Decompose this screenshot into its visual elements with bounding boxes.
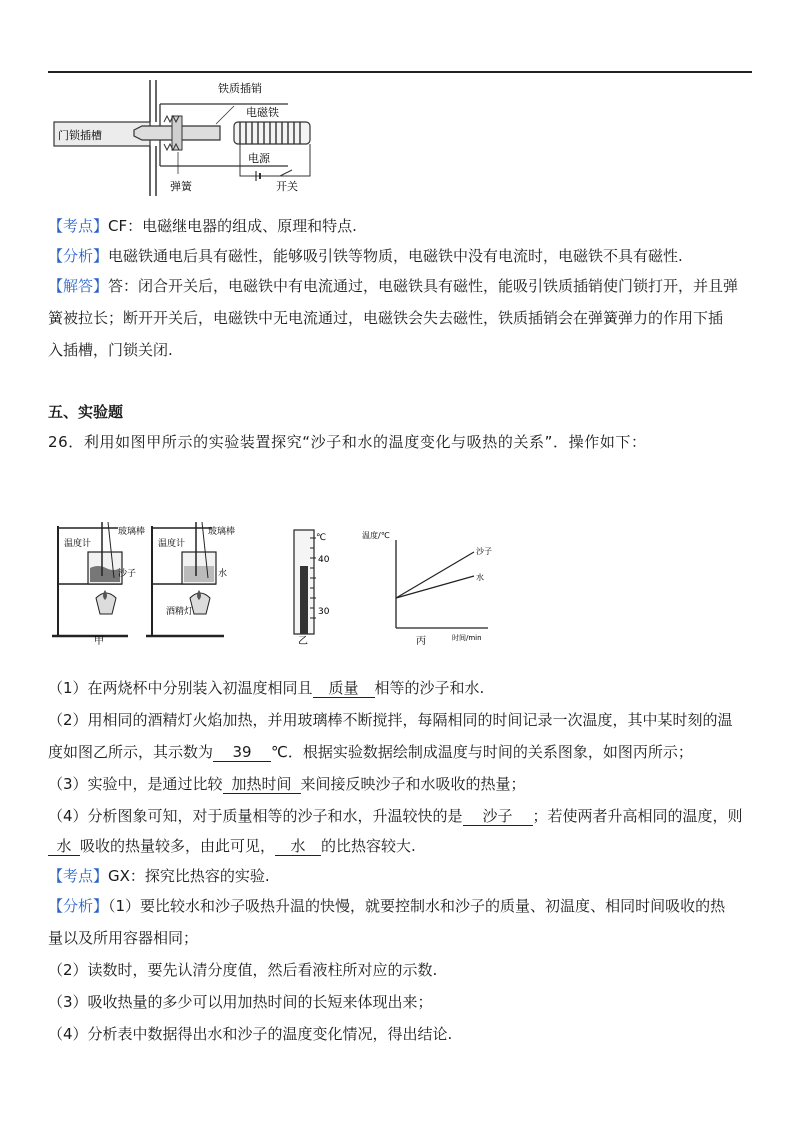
yi-tick-30: 30 xyxy=(318,607,330,617)
q26-fenxi-line-1 xyxy=(48,896,756,916)
p4-text-end: 的比热容较大. xyxy=(321,837,416,855)
jia-lamp-label: 酒精灯 xyxy=(166,607,194,617)
q26-fenxi-line-5: （4）分析表中数据得出水和沙子的温度变化情况，得出结论. xyxy=(48,1025,453,1043)
q26-fenxi-line-3: （2）读数时，要先认清分度值，然后看液柱所对应的示数. xyxy=(48,961,438,979)
pin-label: 铁质插销 xyxy=(218,82,262,95)
p3-answer: 加热时间 xyxy=(223,775,301,794)
p4-answer-2: 水 xyxy=(48,837,80,856)
kaodian-text: CF：电磁继电器的组成、原理和特点. xyxy=(108,217,357,235)
jieda-line-2: 簧被拉长；断开开关后，电磁铁中无电流通过，电磁铁会失去磁性，铁质插销会在弹簧弹力的作用下插 xyxy=(48,309,724,327)
p4-text-mid: ；若使两者升高相同的温度，则 xyxy=(532,807,743,825)
kaodian-tag: 【考点】 xyxy=(48,217,109,235)
q26-fenxi-line-4: （3）吸收热量的多少可以用加热时间的长短来体现出来； xyxy=(48,993,433,1011)
p1-text-end: 相等的沙子和水. xyxy=(374,679,485,697)
p4-text-2: 吸收的热量较多，由此可见， xyxy=(80,837,276,855)
p2-text-end: ℃．根据实验数据绘制成温度与时间的关系图象，如图丙所示； xyxy=(271,743,693,761)
electromagnet-label: 电磁铁 xyxy=(246,106,279,119)
jia-water-label: 水 xyxy=(218,569,228,579)
fenxi-tag: 【分析】 xyxy=(48,247,109,265)
fenxi-text: 电磁铁通电后具有磁性，能够吸引铁等物质，电磁铁中没有电流时，电磁铁不具有磁性. xyxy=(108,247,683,265)
fenxi-line xyxy=(48,246,756,266)
jieda-text-1: 答：闭合开关后，电磁铁中有电流通过，电磁铁具有磁性，能吸引铁质插销使门锁打开，并且弹 xyxy=(108,277,739,295)
yi-label: 乙 xyxy=(298,636,308,647)
p4-text: （4）分析图象可知，对于质量相等的沙子和水，升温较快的是 xyxy=(48,807,463,825)
jia-label: 甲 xyxy=(94,636,104,647)
q26-fenxi-tag: 【分析】 xyxy=(48,897,109,915)
experiment-figure xyxy=(48,518,492,648)
spring-label: 弹簧 xyxy=(170,180,192,193)
q26-stem: 26．利用如图甲所示的实验装置探究“沙子和水的温度变化与吸热的关系”．操作如下： xyxy=(48,433,647,451)
bing-sand-label: 沙子 xyxy=(476,547,492,556)
jia-stir-label-2: 玻璃棒 xyxy=(208,527,236,537)
q26-part4-line2 xyxy=(48,836,756,856)
q26-kaodian-text: GX：探究比热容的实验. xyxy=(108,867,270,885)
jieda-line-3: 入插槽，门锁关闭. xyxy=(48,341,173,359)
p4-answer-3: 水 xyxy=(275,837,321,856)
section-title: 五、实验题 xyxy=(48,403,124,421)
p3-text: （3）实验中，是通过比较 xyxy=(48,775,223,793)
p1-answer: 质量 xyxy=(313,679,375,698)
door-lock-diagram xyxy=(48,80,328,196)
q26-kaodian-line xyxy=(48,866,756,886)
q26-part2-line2 xyxy=(48,742,756,762)
q26-fenxi-line-2: 量以及所用容器相同； xyxy=(48,929,199,947)
q26-part2-line1: （2）用相同的酒精灯火焰加热，并用玻璃棒不断搅拌，每隔相同的时间记录一次温度，其中某时刻的温 xyxy=(48,711,733,729)
jia-thermo-label-2: 温度计 xyxy=(158,539,186,549)
p2-answer: 39 xyxy=(213,743,271,762)
yi-unit: ℃ xyxy=(316,533,327,543)
p3-text-end: 来间接反映沙子和水吸收的热量； xyxy=(300,775,526,793)
jia-sand-label: 沙子 xyxy=(118,569,137,579)
kaodian-line xyxy=(48,216,756,236)
q26-fenxi-text-1: （1）要比较水和沙子吸热升温的快慢，就要控制水和沙子的质量、初温度、相同时间吸收的热 xyxy=(108,897,726,915)
bing-ylabel: 温度/℃ xyxy=(362,531,390,540)
jia-stir-label: 玻璃棒 xyxy=(118,527,146,537)
p1-text: （1）在两烧杯中分别装入初温度相同且 xyxy=(48,679,313,697)
q26-kaodian-tag: 【考点】 xyxy=(48,867,109,885)
q26-part3 xyxy=(48,774,756,794)
power-label: 电源 xyxy=(248,152,270,165)
lock-slot-label: 门锁插槽 xyxy=(58,129,102,142)
jia-thermo-label: 温度计 xyxy=(64,539,92,549)
bing-water-label: 水 xyxy=(476,573,484,582)
bing-label: 丙 xyxy=(416,636,426,647)
q26-part4-line1 xyxy=(48,806,756,826)
top-rule xyxy=(48,71,752,73)
p4-answer-1: 沙子 xyxy=(463,807,533,826)
switch-label: 开关 xyxy=(276,180,298,193)
yi-tick-40: 40 xyxy=(318,555,330,565)
bing-xlabel: 时间/min xyxy=(452,634,482,642)
p2-text: 度如图乙所示，其示数为 xyxy=(48,743,214,761)
jieda-tag: 【解答】 xyxy=(48,277,109,295)
q26-part1 xyxy=(48,678,756,698)
jieda-line-1 xyxy=(48,276,756,296)
